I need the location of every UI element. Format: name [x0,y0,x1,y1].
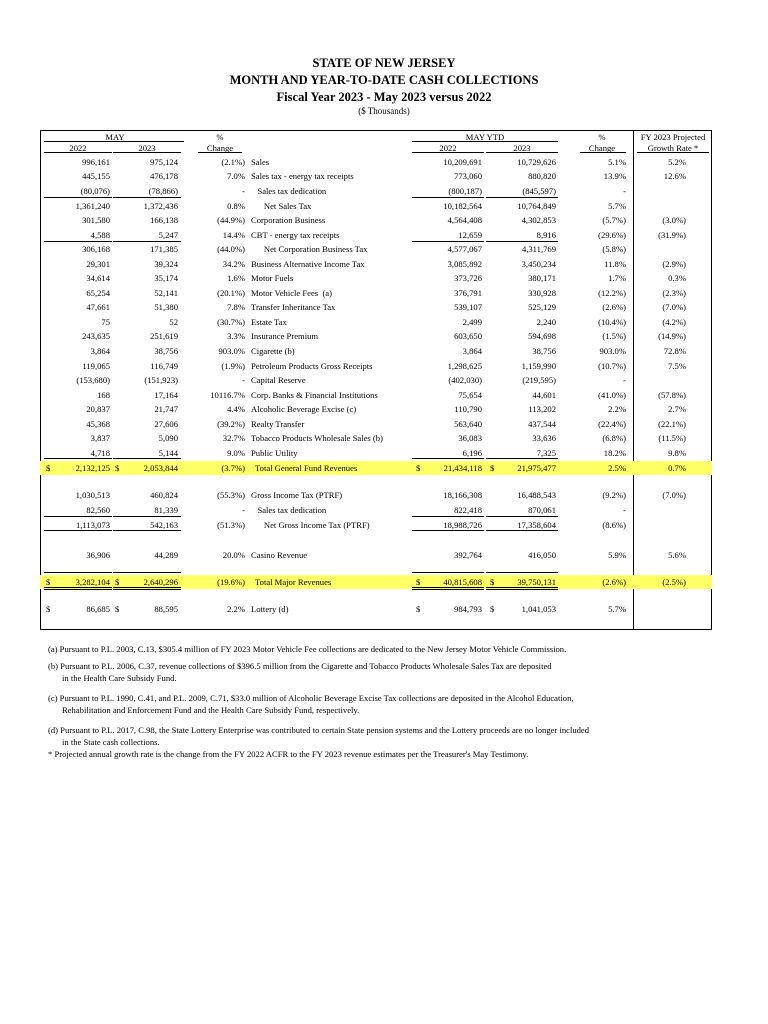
ptrf-rule-y22 [412,516,484,517]
row-change: 32.7% [222,433,245,443]
total-major-dbl-y23 [486,587,558,590]
row-label: Cigarette (b) [251,346,295,356]
row-ytd-2022: 6,196 [462,448,482,458]
row-projection: (2.3%) [662,288,686,298]
row-may-2023: 27,606 [154,419,178,429]
row-ytd-2023: 113,202 [528,404,556,414]
ptrf-change: (55.3%) [217,490,245,500]
row-projection: 5.2% [668,157,686,167]
row-ytd-2022: 603,650 [454,331,482,341]
row-ytd-2022: 12,659 [458,230,482,240]
ptrf-net-rule-m23 [113,530,181,531]
total-gf-change: (3.7%) [221,463,245,473]
row-ytd-change: (2.6%) [602,302,626,312]
lottery-dollar-3: $ [416,604,421,614]
row-may-2022: 445,155 [82,171,110,181]
ptrf-rule-m23 [113,516,181,517]
ptrf-net-rule-y23 [486,530,558,531]
row-change: (20.1%) [217,288,245,298]
row-change: 0.8% [227,201,245,211]
footnote-b: (b) Pursuant to P.L. 2006, C.37, revenue collections of $396.5 million from the Cigarette and Tobacco Products Wholesale Sales Tax are deposited [48,661,552,671]
row-label: Business Alternative Income Tax [251,259,365,269]
row-change: (30.7%) [217,317,245,327]
row-label: Sales tax - energy tax receipts [251,171,354,181]
row-projection: 12.6% [663,171,686,181]
row-label: Net Corporation Business Tax [251,244,368,254]
row-may-2023: 52 [169,317,178,327]
footnote-d-cont: in the State cash collections. [62,737,160,747]
subtotal-rule [486,241,558,242]
total-gf-rule-y22 [412,458,484,459]
total-major-dollar-1: $ [46,577,51,587]
ytd-2023-rule [486,152,558,153]
row-ytd-2023: (219,595) [522,375,556,385]
row-label: Insurance Premium [251,331,319,341]
row-label: Tobacco Products Wholesale Sales (b) [251,433,383,443]
row-may-2023: (151,923) [144,375,178,385]
casino-change: 20.0% [222,550,245,560]
row-ytd-2022: (402,030) [448,375,482,385]
subtotal-rule [412,197,484,198]
row-ytd-change: 11.8% [604,259,626,269]
total-gf-dollar-1: $ [46,463,51,473]
lottery-dollar-1: $ [46,604,51,614]
row-change: (1.9%) [221,361,245,371]
ytd-change-rule [580,152,626,153]
row-projection: (3.0%) [662,215,686,225]
row-label: Public Utility [251,448,298,458]
row-may-2023: 5,144 [158,448,178,458]
row-ytd-2023: 1,159,990 [521,361,556,371]
row-ytd-change: (6.8%) [602,433,626,443]
total-major-dollar-2: $ [115,577,120,587]
row-may-2022: 75 [101,317,110,327]
row-label: Net Sales Tax [251,201,312,211]
projection-header-1: FY 2023 Projected [640,132,706,142]
total-gf-may-2023: 2,053,844 [143,463,178,473]
row-label: Capital Reserve [251,375,306,385]
subtotal-rule [486,197,558,198]
row-ytd-2023: 8,916 [536,230,556,240]
projection-header-rule [637,152,709,153]
change-header: Change [206,143,234,153]
row-ytd-2022: 3,085,892 [447,259,482,269]
row-ytd-2023: 525,129 [528,302,556,312]
row-may-2022: 3,837 [90,433,110,443]
row-projection: 0.3% [668,273,686,283]
total-major-dbl-m23 [113,587,181,590]
row-ytd-2023: 4,311,769 [521,244,556,254]
row-may-2023: (78,866) [148,186,178,196]
ptrf-may-2022: 1,030,513 [75,490,110,500]
row-may-2022: 4,588 [90,230,110,240]
row-change: 3.3% [227,331,245,341]
row-ytd-change: (10.7%) [598,361,626,371]
row-may-2023: 52,141 [154,288,178,298]
casino-projection: 5.6% [668,550,686,560]
row-ytd-2023: 330,928 [528,288,556,298]
row-ytd-change: (41.0%) [598,390,626,400]
ytd-pct-header: % [598,132,606,142]
row-change: 903.0% [218,346,245,356]
row-may-2022: 4,718 [90,448,110,458]
lottery-ytd-2022: 984,793 [454,604,482,614]
row-may-2023: 5,090 [158,433,178,443]
row-change: 34.2% [222,259,245,269]
row-projection: (2.9%) [662,259,686,269]
row-label: Motor Fuels [251,273,294,283]
row-change: (44.9%) [217,215,245,225]
total-major-dbl-m22 [44,587,112,590]
lottery-may-2023: 88,595 [154,604,178,614]
row-projection: (11.5%) [658,433,686,443]
row-may-2023: 166,138 [150,215,178,225]
ptrf-ytd-2023: 17,358,604 [517,520,556,530]
row-may-2022: 45,368 [86,419,110,429]
row-may-2023: 476,178 [150,171,178,181]
row-ytd-2022: 110,790 [454,404,482,414]
ptrf-ytd-change: (8.6%) [602,520,626,530]
ptrf-change: - [242,505,245,515]
row-ytd-change: (22.4%) [598,419,626,429]
row-ytd-2023: 10,729,626 [517,157,556,167]
ptrf-ytd-2023: 870,061 [528,505,556,515]
row-ytd-change: (12.2%) [598,288,626,298]
row-ytd-2023: 437,544 [528,419,556,429]
ptrf-ytd-change: - [623,505,626,515]
row-ytd-change: (5.7%) [602,215,626,225]
change-rule [198,152,242,153]
row-may-2022: 20,837 [86,404,110,414]
row-projection: 9.8% [668,448,686,458]
row-change: (2.1%) [221,157,245,167]
row-ytd-2023: 380,171 [528,273,556,283]
row-ytd-2022: 4,564,408 [447,215,482,225]
pct-header: % [216,132,224,142]
report-subtitle: MONTH AND YEAR-TO-DATE CASH COLLECTIONS [229,73,539,87]
row-may-2022: 1,361,240 [75,201,110,211]
row-may-2023: 35,174 [154,273,178,283]
footnote-c: (c) Pursuant to P.L. 1990, C.41, and P.L. 2009, C.71, $33.0 million of Alcoholic Beverage Excise Tax collections are deposited in the Alcohol Education, [48,693,574,703]
row-change: 9.0% [227,448,245,458]
row-projection: (57.8%) [658,390,686,400]
total-gf-rule-m23 [113,458,181,459]
row-may-2023: 5,247 [158,230,178,240]
row-may-2023: 251,619 [150,331,178,341]
row-ytd-change: 5.7% [608,201,626,211]
row-ytd-2022: 539,107 [454,302,482,312]
may-2023-header: 2023 [138,143,156,153]
row-label: Corporation Business [251,215,326,225]
row-ytd-2023: 880,820 [528,171,556,181]
casino-may-2023: 44,289 [154,550,178,560]
total-major-change: (19.6%) [217,577,245,587]
total-major-dbl-y22 [412,587,484,590]
row-ytd-change: - [623,375,626,385]
row-may-2022: 3,864 [90,346,110,356]
row-change: - [242,186,245,196]
row-ytd-2023: 44,601 [532,390,556,400]
row-change: 14.4% [222,230,245,240]
row-may-2023: 39,324 [154,259,178,269]
lottery-label: Lottery (d) [251,604,289,614]
row-label: Sales [251,157,270,167]
report-title: STATE OF NEW JERSEY [312,56,456,70]
ptrf-may-2022: 82,560 [86,505,110,515]
may-ytd-header: MAY YTD [465,132,505,142]
row-ytd-2022: 10,209,691 [443,157,482,167]
total-major-rule-m23 [113,572,181,573]
total-gf-ytd-change: 2.5% [608,463,626,473]
total-major-ytd-change: (2.6%) [602,577,626,587]
total-major-rule-m22 [44,572,112,573]
row-ytd-2022: 75,654 [458,390,482,400]
ytd-2023-header: 2023 [513,143,531,153]
row-ytd-2023: 3,450,234 [521,259,556,269]
total-gf-rule-y23 [486,458,558,459]
row-ytd-2023: 594,698 [528,331,556,341]
row-ytd-2023: 38,756 [532,346,556,356]
row-ytd-2022: 773,060 [454,171,482,181]
row-projection: 7.5% [668,361,686,371]
total-major-ytd-2023: 39,750,131 [517,577,556,587]
row-ytd-change: 18.2% [603,448,626,458]
row-may-2023: 38,756 [154,346,178,356]
lottery-may-2022: 86,685 [86,604,110,614]
row-may-2022: 119,065 [82,361,110,371]
total-major-dollar-4: $ [490,577,495,587]
row-may-2022: 34,614 [86,273,110,283]
may-2022-header: 2022 [69,143,87,153]
row-ytd-2022: 10,182,564 [443,201,482,211]
ptrf-rule-y23 [486,516,558,517]
row-projection: (31.9%) [658,230,686,240]
ptrf-may-2022: 1,113,073 [75,520,110,530]
row-may-2023: 17,164 [154,390,178,400]
row-label: Transfer Inheritance Tax [251,302,336,312]
total-major-dollar-3: $ [416,577,421,587]
row-may-2023: 51,380 [154,302,178,312]
row-ytd-2022: (800,187) [448,186,482,196]
row-ytd-2022: 373,726 [454,273,482,283]
lottery-dollar-4: $ [490,604,495,614]
ptrf-ytd-2022: 822,418 [454,505,482,515]
row-label: Petroleum Products Gross Receipts [251,361,373,371]
row-ytd-2022: 376,791 [454,288,482,298]
total-gf-dollar-4: $ [490,463,495,473]
ptrf-change: (51.3%) [217,520,245,530]
row-may-2022: 168 [97,390,110,400]
total-major-ytd-2022: 40,815,608 [443,577,482,587]
row-label: Corp. Banks & Financial Institutions [251,390,378,400]
ptrf-label: Gross Income Tax (PTRF) [251,490,343,500]
row-change: 1.6% [227,273,245,283]
casino-may-2022: 36,906 [86,550,110,560]
ptrf-ytd-change: (9.2%) [602,490,626,500]
footnote-b-cont: in the Health Care Subsidy Fund. [62,673,177,683]
may-2023-rule [113,152,181,153]
row-change: (44.0%) [217,244,245,254]
ptrf-net-rule-y22 [412,530,484,531]
row-label: CBT - energy tax receipts [251,230,340,240]
row-change: - [242,375,245,385]
footnote-d: (d) Pursuant to P.L. 2017, C.98, the State Lottery Enterprise was contributed to certain State pension systems and the Lottery proceeds are no longer included [48,725,590,735]
row-ytd-2023: 33,636 [532,433,556,443]
row-ytd-2022: 1,298,625 [447,361,482,371]
subtotal-rule [113,241,181,242]
ptrf-ytd-2022: 18,988,726 [443,520,482,530]
row-change: (39.2%) [217,419,245,429]
casino-ytd-change: 5.9% [608,550,626,560]
ytd-2022-header: 2022 [439,143,457,153]
row-may-2023: 171,385 [150,244,178,254]
row-ytd-2022: 36,083 [458,433,482,443]
casino-ytd-2023: 416,050 [528,550,556,560]
row-ytd-2022: 3,864 [462,346,482,356]
row-ytd-change: 1.7% [608,273,626,283]
may-ytd-rule [412,141,558,142]
subtotal-rule [44,241,112,242]
ytd-change-header: Change [588,143,616,153]
row-change: 7.0% [227,171,245,181]
row-may-2023: 1,372,436 [143,201,178,211]
total-gf-ytd-2022: 21,434,118 [443,463,482,473]
may-header-rule [44,141,184,142]
total-major-projection: (2.5%) [662,577,686,587]
row-ytd-change: (1.5%) [602,331,626,341]
ptrf-net-rule-m22 [44,530,112,531]
total-major-may-2023: 2,640,296 [143,577,178,587]
may-header: MAY [105,132,125,142]
row-ytd-2022: 563,640 [454,419,482,429]
may-2022-rule [44,152,112,153]
row-ytd-change: (29.6%) [598,230,626,240]
row-may-2022: 306,168 [82,244,110,254]
subtotal-rule [44,197,112,198]
total-major-may-2022: 3,282,104 [75,577,110,587]
ytd-2022-rule [412,152,484,153]
subtotal-rule [113,197,181,198]
row-label: Sales tax dedication [251,186,327,196]
ptrf-label: Net Gross Income Tax (PTRF) [251,520,370,530]
row-may-2022: 996,161 [82,157,110,167]
total-gf-rule-m22 [44,458,112,459]
ptrf-projection: (7.0%) [662,490,686,500]
row-may-2022: 47,661 [86,302,110,312]
ptrf-label: Sales tax dedication [251,505,327,515]
row-ytd-2022: 4,577,067 [447,244,482,254]
total-gf-dollar-2: $ [115,463,120,473]
row-may-2023: 975,124 [150,157,178,167]
footnote-star: * Projected annual growth rate is the change from the FY 2022 ACFR to the FY 2023 revenue estimates per the Treasurer's May Testimony. [48,749,529,759]
row-ytd-2023: 10,764,849 [517,201,556,211]
footnote-a: (a) Pursuant to P.L. 2003, C.13, $305.4 million of FY 2023 Motor Vehicle Fee collections are dedicated to the New Jersey Motor Vehicle Commission. [48,644,567,654]
row-ytd-2023: 2,240 [536,317,556,327]
row-projection: (7.0%) [662,302,686,312]
total-gf-ytd-2023: 21,975,477 [517,463,556,473]
row-may-2022: 243,635 [82,331,110,341]
lottery-ytd-change: 5.7% [608,604,626,614]
row-label: Alcoholic Beverage Excise (c) [251,404,357,414]
row-may-2022: 301,580 [82,215,110,225]
row-projection: (4.2%) [662,317,686,327]
row-ytd-2023: (845,597) [522,186,556,196]
lottery-ytd-2023: 1,041,053 [521,604,556,614]
row-ytd-change: - [623,186,626,196]
row-change: 4.4% [227,404,245,414]
row-ytd-change: 2.2% [608,404,626,414]
lottery-change: 2.2% [227,604,245,614]
ptrf-ytd-2023: 16,488,543 [517,490,556,500]
row-label: Motor Vehicle Fees (a) [251,288,332,298]
row-may-2022: 29,301 [86,259,110,269]
row-ytd-change: (10.4%) [598,317,626,327]
ptrf-may-2023: 81,339 [154,505,178,515]
row-may-2023: 116,749 [150,361,178,371]
total-gf-projection: 0.7% [668,463,686,473]
ptrf-ytd-2022: 18,166,308 [443,490,482,500]
row-ytd-2022: 2,499 [462,317,482,327]
row-ytd-2023: 7,325 [536,448,556,458]
subtotal-rule [412,241,484,242]
row-ytd-change: 13.9% [603,171,626,181]
report-units: ($ Thousands) [358,106,410,116]
total-gf-may-2022: 2,132,125 [75,463,110,473]
row-projection: 72.8% [663,346,686,356]
row-label: Estate Tax [251,317,287,327]
ptrf-rule-m22 [44,516,112,517]
total-major-label: Total Major Revenues [255,577,332,587]
ptrf-may-2023: 460,824 [150,490,178,500]
row-ytd-2023: 4,302,853 [521,215,556,225]
lottery-dollar-2: $ [115,604,120,614]
row-projection: (22.1%) [658,419,686,429]
ptrf-may-2023: 542,163 [150,520,178,530]
total-major-rule-y22 [412,572,484,573]
row-projection: (14.9%) [658,331,686,341]
row-may-2022: (153,680) [76,375,110,385]
footnote-c-cont: Rehabilitation and Enforcement Fund and the Health Care Subsidy Fund, respectively. [62,705,360,715]
total-major-rule-y23 [486,572,558,573]
row-ytd-change: (5.8%) [602,244,626,254]
casino-label: Casino Revenue [251,550,308,560]
row-ytd-change: 903.0% [599,346,626,356]
total-gf-label: Total General Fund Revenues [255,463,358,473]
row-may-2022: (80,076) [80,186,110,196]
row-may-2023: 21,747 [154,404,178,414]
row-label: Realty Transfer [251,419,305,429]
row-change: 7.8% [227,302,245,312]
total-gf-dollar-3: $ [416,463,421,473]
row-ytd-change: 5.1% [608,157,626,167]
row-projection: 2.7% [668,404,686,414]
report-period: Fiscal Year 2023 - May 2023 versus 2022 [276,90,492,104]
casino-ytd-2022: 392,764 [454,550,482,560]
projection-header-2: Growth Rate * [647,143,699,153]
row-change: 10116.7% [210,390,245,400]
row-may-2022: 65,254 [86,288,110,298]
